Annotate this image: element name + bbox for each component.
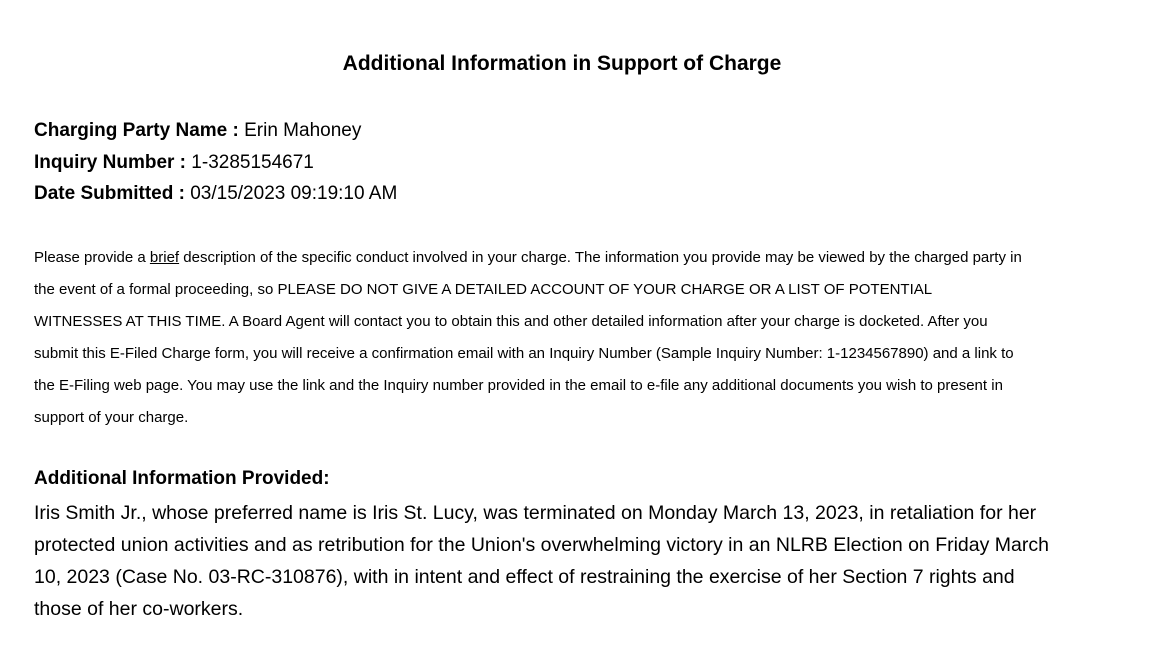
brief-emphasis: brief [149,249,180,266]
instructions-line: support of your charge. [34,409,189,426]
document-title: Additional Information in Support of Charge [342,52,782,75]
inquiry-number-row [34,147,397,179]
inquiry-number-label: Inquiry Number : [34,151,187,173]
instructions-line: WITNESSES AT THIS TIME. A Board Agent will contact you to obtain this and other detailed information after your charge is docketed. After you [34,313,988,330]
charging-party-label: Charging Party Name : [34,120,239,141]
instructions-text: Please provide a [34,249,150,266]
additional-info-text [34,497,1114,625]
inquiry-number-value: 1-3285154671 [191,151,314,173]
instructions-line [34,242,1104,274]
charging-party-value: Erin Mahoney [244,120,362,141]
charging-party-row [34,115,397,147]
date-submitted-row [34,178,397,210]
instructions-line: the E-Filing web page. You may use the link and the Inquiry number provided in the email to e-file any additional documents you wish to present in [34,377,1003,394]
narrative-line: protected union activities and as retribution for the Union's overwhelming victory in an NLRB Election on Friday March [34,534,1049,556]
date-submitted-label: Date Submitted : [34,183,185,204]
narrative-line: 10, 2023 (Case No. 03-RC-310876), with in intent and effect of restraining the exercise of her Section 7 rights and [34,566,1015,588]
charge-metadata [34,115,397,210]
instructions-text: description of the specific conduct involved in your charge. The information you provide may be viewed by the charged party in [179,249,1022,266]
instructions-line: the event of a formal proceeding, so PLEASE DO NOT GIVE A DETAILED ACCOUNT OF YOUR CHARGE OR A LIST OF POTENTIAL [34,281,933,298]
narrative-line: Iris Smith Jr., whose preferred name is Iris St. Lucy, was terminated on Monday March 13, 2023, in retaliation for her [34,502,1037,524]
additional-info-heading: Additional Information Provided: [34,468,330,489]
narrative-line: those of her co-workers. [34,598,244,620]
instructions-paragraph [34,242,1104,434]
date-submitted-value: 03/15/2023 09:19:10 AM [190,183,398,204]
instructions-line: submit this E-Filed Charge form, you will receive a confirmation email with an Inquiry Number (Sample Inquiry Number: 1-1234567890) and a link to [34,345,1014,362]
